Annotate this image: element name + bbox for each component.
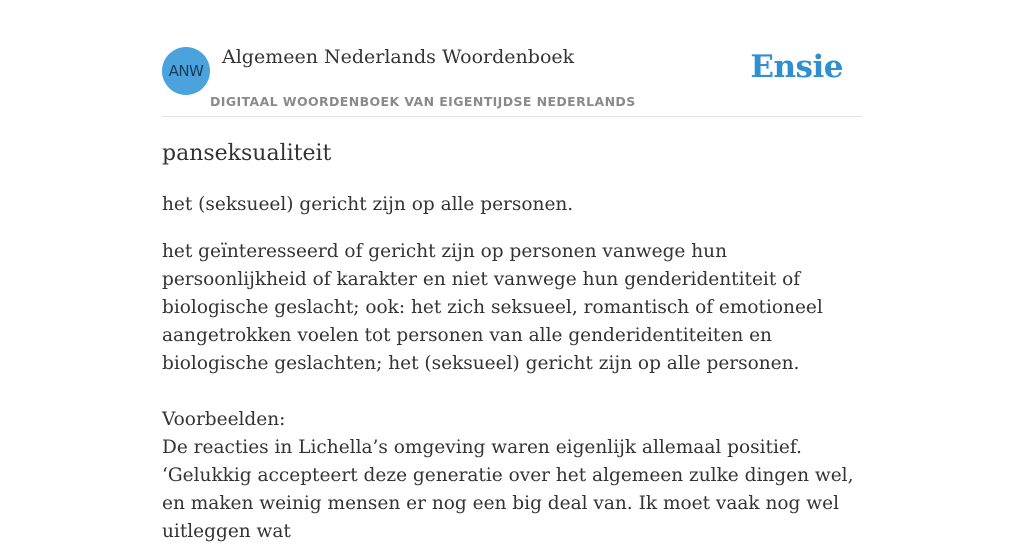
site-subtitle: DIGITAAL WOORDENBOEK VAN EIGENTIJDSE NEDERLANDS bbox=[210, 94, 636, 109]
site-header bbox=[162, 0, 862, 117]
ensie-brand-logo[interactable]: Ensie bbox=[750, 49, 843, 85]
long-definition: het geïnteresseerd of gericht zijn op personen vanwege hun persoonlijkheid of karakter en niet vanwege hun genderidentiteit of biologische geslacht; ook: het zich seksueel, romantisch of emotioneel aangetrokken voelen tot personen van alle genderidentiteiten en biologische geslachten; het (seksueel) gericht zijn op alle personen. bbox=[162, 241, 823, 374]
site-title[interactable]: Algemeen Nederlands Woordenboek bbox=[222, 46, 575, 68]
example-text: De reacties in Lichella’s omgeving waren eigenlijk allemaal positief. ‘Gelukkig accepteert deze generatie over het algemeen zulke dingen wel, en maken weinig mensen er nog een big deal van. Ik moet vaak nog wel uitleggen wat bbox=[162, 437, 854, 542]
anw-logo[interactable] bbox=[162, 47, 210, 95]
examples-label: Voorbeelden: bbox=[162, 409, 286, 430]
entry-content bbox=[162, 139, 862, 546]
short-definition: het (seksueel) gericht zijn op alle personen. bbox=[162, 194, 574, 215]
entry-word: panseksualiteit bbox=[162, 141, 332, 166]
logo-text: ANW bbox=[168, 62, 204, 80]
